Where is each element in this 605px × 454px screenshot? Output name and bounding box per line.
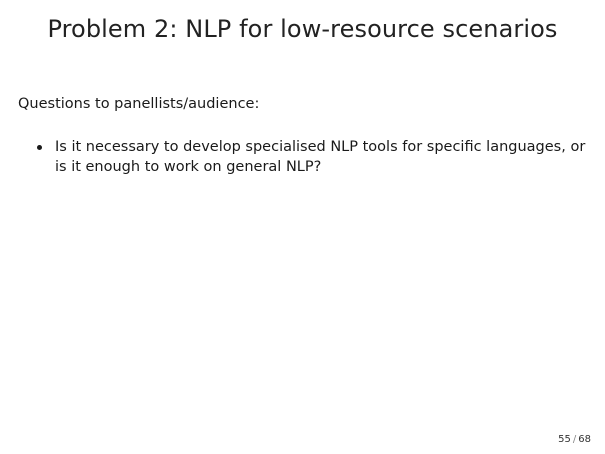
page-separator: /: [572, 434, 577, 445]
bullet-item: [18, 137, 590, 177]
page-current: 55: [558, 434, 571, 445]
slide-title: Problem 2: NLP for low-resource scenarios: [47, 15, 558, 43]
bullet-dot-icon: [37, 145, 42, 150]
page-number: [558, 434, 591, 445]
intro-text: Questions to panellists/audience:: [18, 96, 260, 112]
page-total: 68: [578, 434, 591, 445]
bullet-list: [18, 137, 590, 177]
bullet-text: Is it necessary to develop specialised NLP tools for specific languages, or is it enough to work on general NLP?: [55, 139, 586, 175]
